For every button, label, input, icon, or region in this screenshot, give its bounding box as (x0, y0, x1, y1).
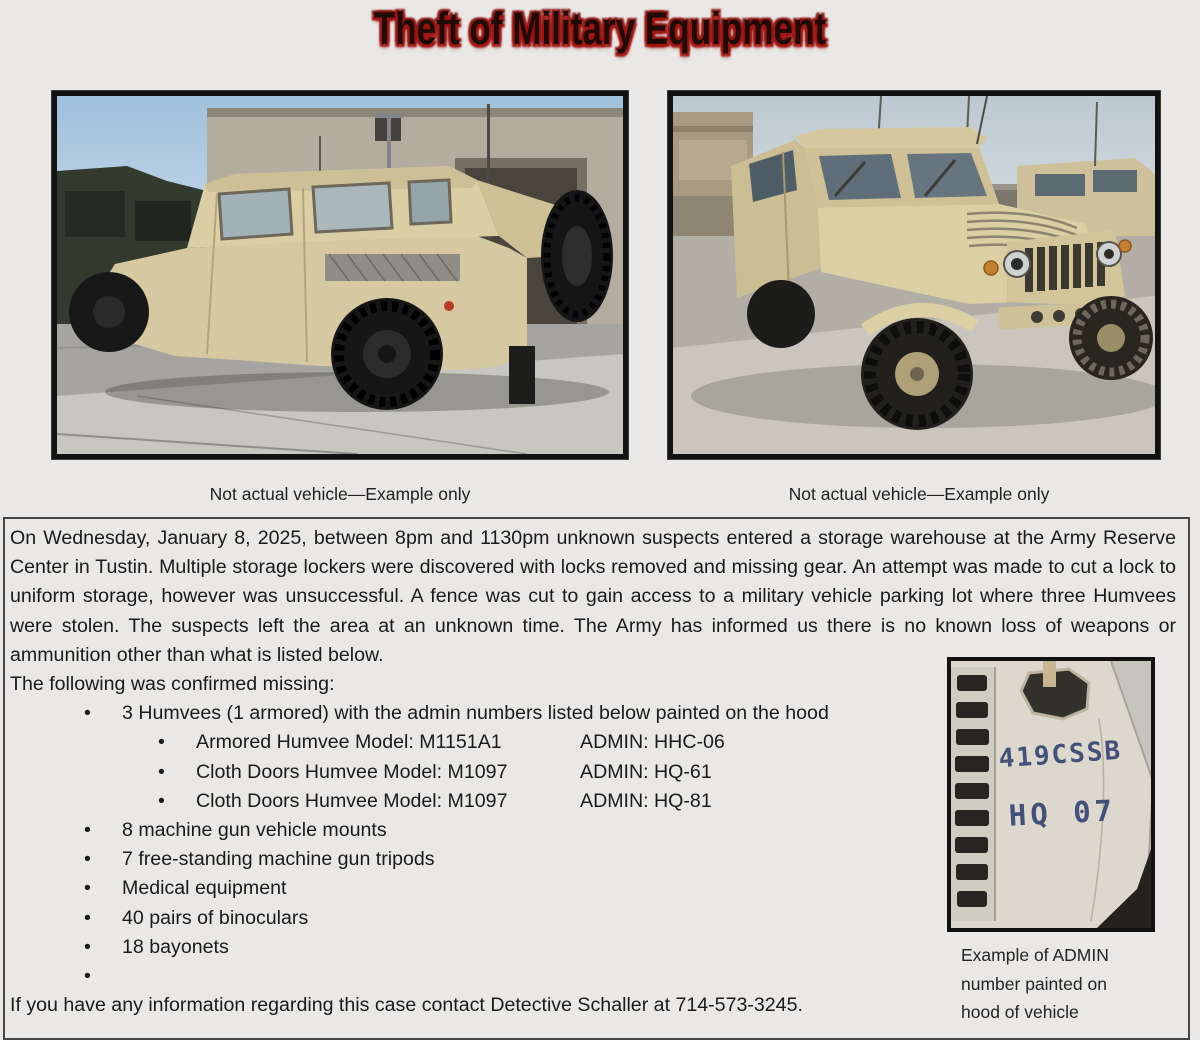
item-admin-number: ADMIN: HQ-81 (580, 789, 712, 812)
missing-items-list (10, 699, 1180, 991)
photo-caption-right: Not actual vehicle—Example only (788, 484, 1050, 504)
item-admin-number: ADMIN: HQ-61 (580, 760, 712, 783)
incident-text-box (3, 517, 1190, 1040)
page-title: Theft of Military Equipment (373, 3, 827, 54)
photo-caption-left: Not actual vehicle—Example only (209, 484, 471, 504)
captions-row (52, 485, 1200, 504)
list-item: • 18 bayonets (10, 933, 1180, 962)
list-item (10, 728, 1180, 757)
list-item: • 7 free-standing machine gun tripods (10, 845, 1180, 874)
inset-caption-line: hood of vehicle (961, 1002, 1079, 1022)
item-model: Armored Humvee Model: M1151A1 (196, 731, 502, 754)
humvee-front-illustration (673, 96, 1155, 454)
list-item: • Medical equipment (10, 874, 1180, 903)
inset-caption-line: number painted on (961, 973, 1107, 994)
photos-row (52, 91, 1200, 459)
list-item (10, 962, 1180, 991)
photo-humvee-front (668, 91, 1160, 459)
photo-humvee-rear (52, 91, 628, 459)
humvee-rear-illustration (57, 96, 623, 454)
confirmed-missing-heading: The following was confirmed missing: (10, 673, 335, 696)
contact-line: If you have any information regarding this case contact Detective Schaller at 714-573-3245. (10, 994, 803, 1017)
item-model: Cloth Doors Humvee Model: M1097 (196, 789, 508, 812)
incident-paragraph: On Wednesday, January 8, 2025, between 8pm and 1130pm unknown suspects entered a storage warehouse at the Army Reserve Center in Tustin. Multiple storage lockers were discovered with locks removed and missing gear. An attempt was made to cut a lock to uniform storage, however was unsuccessful. A fence was cut to gain access to a military vehicle parking lot where three Humvees were stolen. The suspects left the area at an unknown time. The Army has informed us there is no known loss of weapons or ammunition other than what is listed below. (10, 527, 1176, 666)
stencil-unit-number: 419CSSB (997, 735, 1124, 775)
list-item (10, 758, 1180, 787)
item-model: Cloth Doors Humvee Model: M1097 (196, 760, 508, 783)
list-item: • 8 machine gun vehicle mounts (10, 816, 1180, 845)
inset-caption-line: Example of ADMIN (961, 945, 1109, 965)
title-bar (0, 0, 1200, 57)
list-item (10, 787, 1180, 816)
item-admin-number: ADMIN: HHC-06 (580, 731, 725, 754)
list-item: • 40 pairs of binoculars (10, 904, 1180, 933)
stencil-admin-number: HQ 07 (1008, 793, 1117, 833)
list-item: • 3 Humvees (1 armored) with the admin numbers listed below painted on the hood (10, 699, 1180, 728)
